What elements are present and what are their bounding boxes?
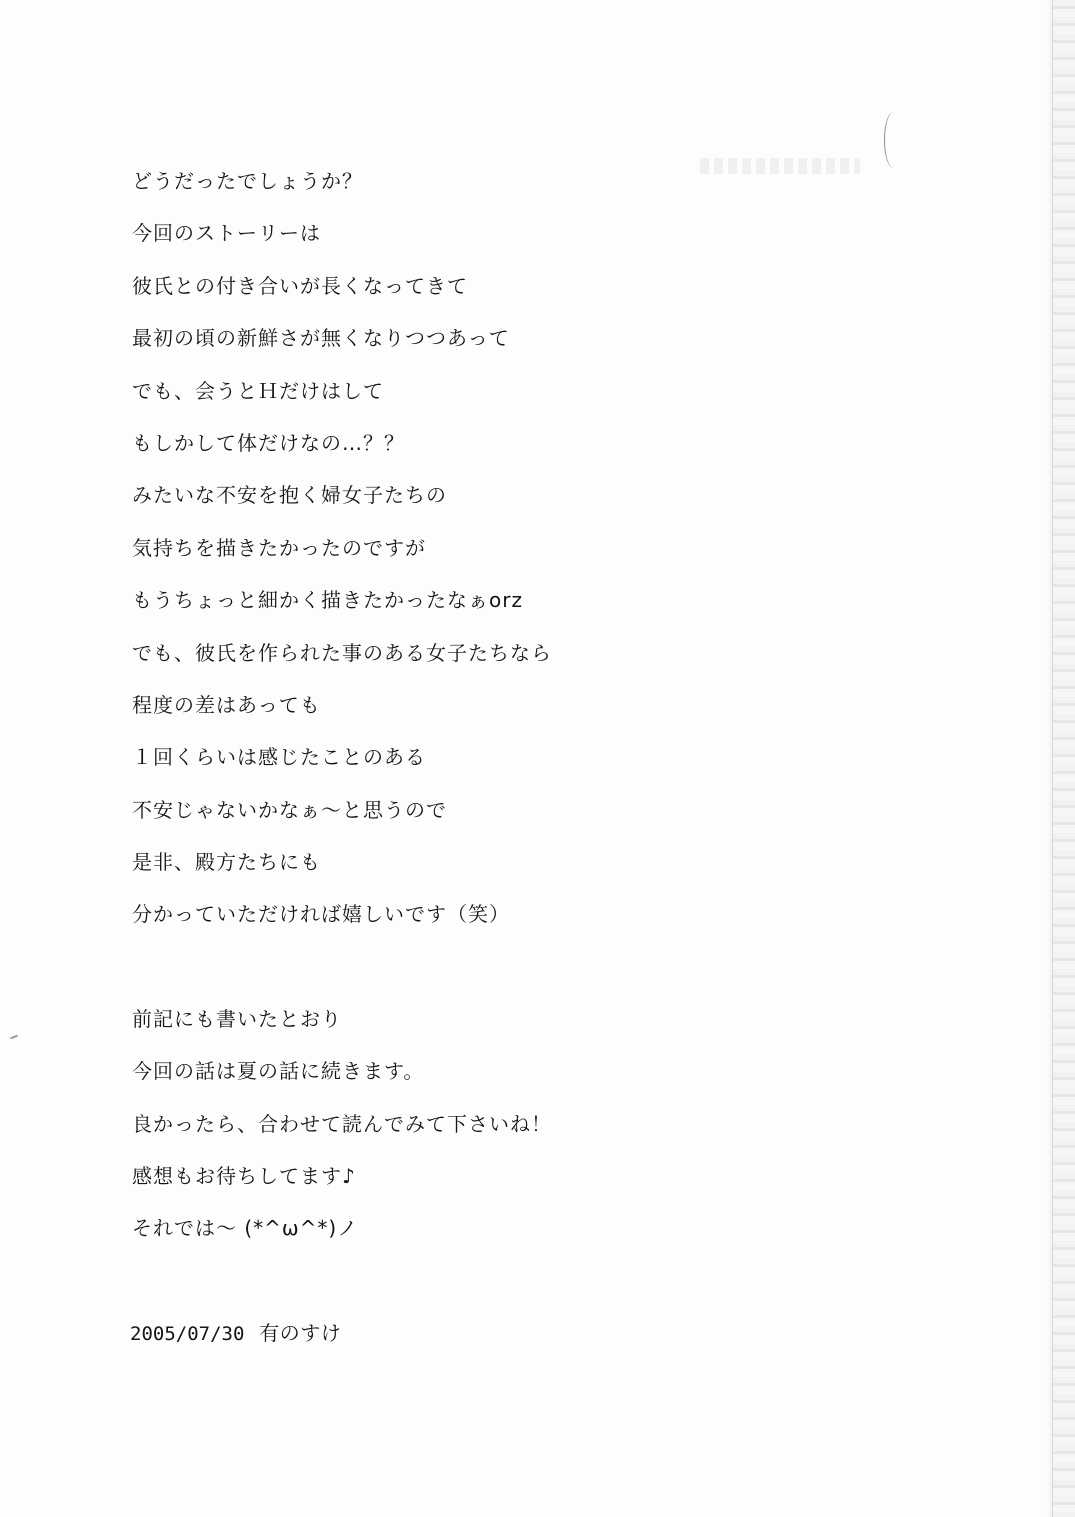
bleed-through-mark xyxy=(884,112,903,168)
text-line: でも、会うとＨだけはして xyxy=(132,378,384,403)
signature-author: 有のすけ xyxy=(259,1321,342,1345)
text-line: 気持ちを描きたかったのですが xyxy=(132,535,426,560)
paragraph-gap xyxy=(132,954,932,1006)
text-line: 最初の頃の新鮮さが無くなりつつあって xyxy=(132,326,510,351)
text-line: 是非、殿方たちにも xyxy=(132,850,321,875)
text-line: もしかして体だけなの…？？ xyxy=(132,430,405,455)
text-line: 良かったら、合わせて読んでみて下さいね！ xyxy=(132,1111,552,1136)
text-line: 彼氏との付き合いが長くなってきて xyxy=(132,273,468,298)
text-line: みたいな不安を抱く婦女子たちの xyxy=(132,483,447,508)
text-line: 前記にも書いたとおり xyxy=(132,1006,342,1031)
text-line: 感想もお待ちしてます♪ xyxy=(132,1164,356,1189)
text-line: 今回のストーリーは xyxy=(132,221,321,246)
text-line: 不安じゃないかなぁ～と思うので xyxy=(132,797,447,822)
text-line: 分かっていただければ嬉しいです（笑） xyxy=(132,902,510,927)
signature-line xyxy=(130,1320,341,1347)
torn-page-edge xyxy=(1052,0,1075,1517)
text-line: どうだったでしょうか？ xyxy=(132,169,363,193)
signature-date: 2005/07/30 xyxy=(130,1323,245,1345)
afterword-text xyxy=(132,168,932,1268)
text-line: 今回の話は夏の話に続きます。 xyxy=(132,1059,425,1084)
text-line: １回くらいは感じたことのある xyxy=(132,745,426,770)
text-line: 程度の差はあっても xyxy=(132,692,321,717)
scan-speck xyxy=(10,1035,18,1040)
text-line: でも、彼氏を作られた事のある女子たちなら xyxy=(132,640,552,665)
text-line: それでは～ (*^ω^*)ノ xyxy=(132,1216,359,1241)
text-line: もうちょっと細かく描きたかったなぁorz xyxy=(132,588,523,613)
